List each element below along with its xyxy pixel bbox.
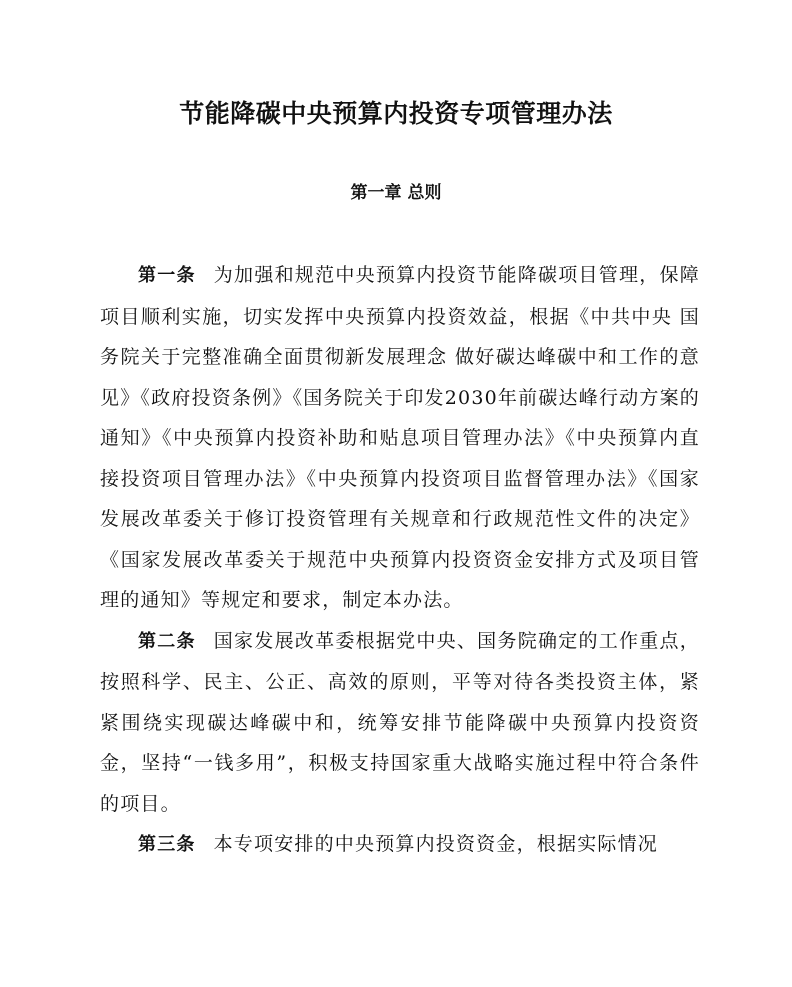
- chapter-heading: 第一章 总则: [350, 183, 442, 203]
- article-1: [100, 255, 700, 621]
- article-text: 本专项安排的中央预算内投资资金，根据实际情况: [213, 833, 659, 855]
- article-text: 国家发展改革委根据党中央、国务院确定的工作重点，按照科学、民主、公正、高效的原则，平等对待各类投资主体，紧紧围绕实现碳达峰碳中和，统筹安排节能降碳中央预算内投资资金，坚持“一钱多用”，积极支持国家重大战略实施过程中符合条件的项目。: [100, 629, 700, 815]
- article-text: 为加强和规范中央预算内投资节能降碳项目管理，保障项目顺利实施，切实发挥中央预算内投资效益，根据《中共中央 国务院关于完整准确全面贯彻新发展理念 做好碳达峰碳中和工作的意见》《政府投资条例》《国务院关于印发2030年前碳达峰行动方案的通知》《中央预算内投资补助和贴息项目管理办法》《中央预算内直接投资项目管理办法》《中央预算内投资项目监督管理办法》《国家发展改革委关于修订投资管理有关规章和行政规范性文件的决定》《国家发展改革委关于规范中央预算内投资资金安排方式及项目管理的通知》等规定和要求，制定本办法。: [100, 264, 700, 611]
- article-2: [100, 621, 700, 825]
- article-3: [100, 824, 700, 866]
- article-number: 第一条: [138, 265, 196, 286]
- article-number: 第三条: [138, 834, 196, 855]
- document-body: [100, 255, 700, 866]
- article-number: 第二条: [138, 630, 196, 652]
- document-title: 节能降碳中央预算内投资专项管理办法: [179, 99, 613, 128]
